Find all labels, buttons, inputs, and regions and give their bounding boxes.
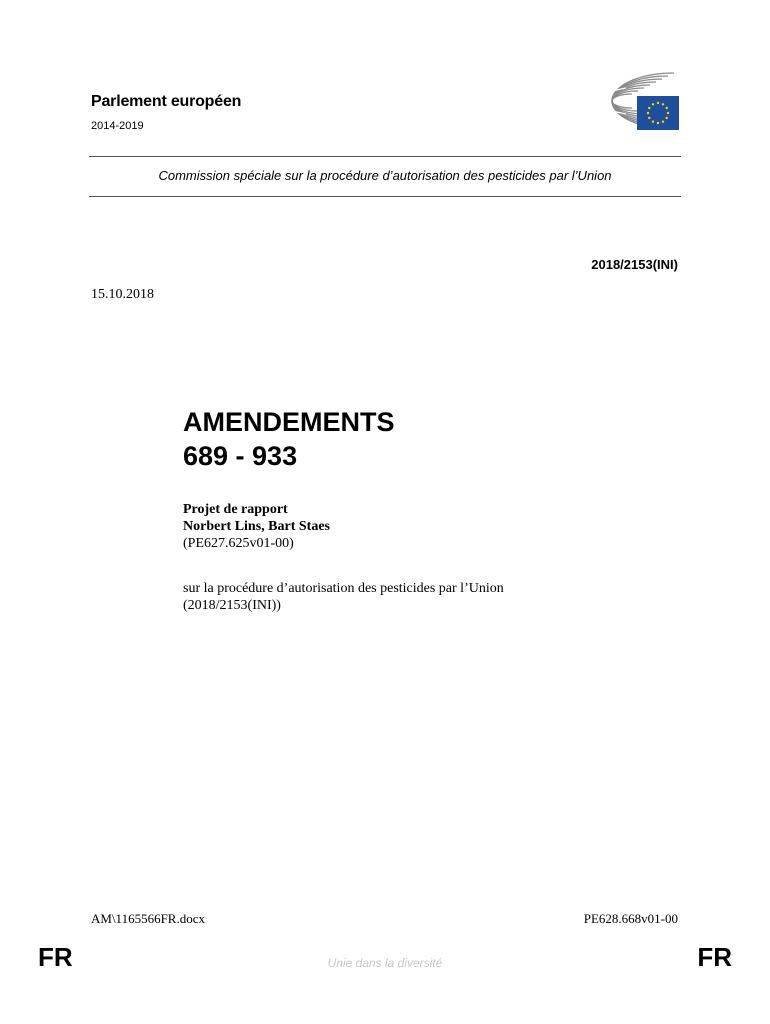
procedure-reference: 2018/2153(INI) xyxy=(591,257,678,272)
title-line-range: 689 - 933 xyxy=(183,441,298,471)
footer-pe-reference: PE628.668v01-00 xyxy=(583,911,678,926)
subject-line: sur la procédure d’autorisation des pesticides par l’Union xyxy=(183,581,504,596)
report-type: Projet de rapport xyxy=(183,502,288,517)
committee-name: Commission spéciale sur la procédure d’autorisation des pesticides par l’Union xyxy=(158,168,612,183)
document-title xyxy=(183,405,395,473)
european-parliament-logo-icon xyxy=(556,68,680,134)
language-code-right: FR xyxy=(697,942,732,972)
language-code-left: FR xyxy=(38,942,73,972)
report-pe-number: (PE627.625v01-00) xyxy=(183,536,294,551)
subject-block xyxy=(183,580,504,614)
title-line-amendments: AMENDEMENTS xyxy=(183,407,395,437)
document-date: 15.10.2018 xyxy=(91,287,154,302)
header-divider-top xyxy=(89,156,681,157)
subject-procedure: (2018/2153(INI)) xyxy=(183,598,281,613)
organization-name: Parlement européen xyxy=(91,93,242,110)
footer-file-reference: AM\1165566FR.docx xyxy=(91,911,205,926)
legislative-term: 2014-2019 xyxy=(91,120,144,132)
header-divider-bottom xyxy=(89,196,681,197)
rapporteurs: Norbert Lins, Bart Staes xyxy=(183,519,330,534)
eu-motto: Unie dans la diversité xyxy=(327,956,443,970)
report-block xyxy=(183,501,330,552)
